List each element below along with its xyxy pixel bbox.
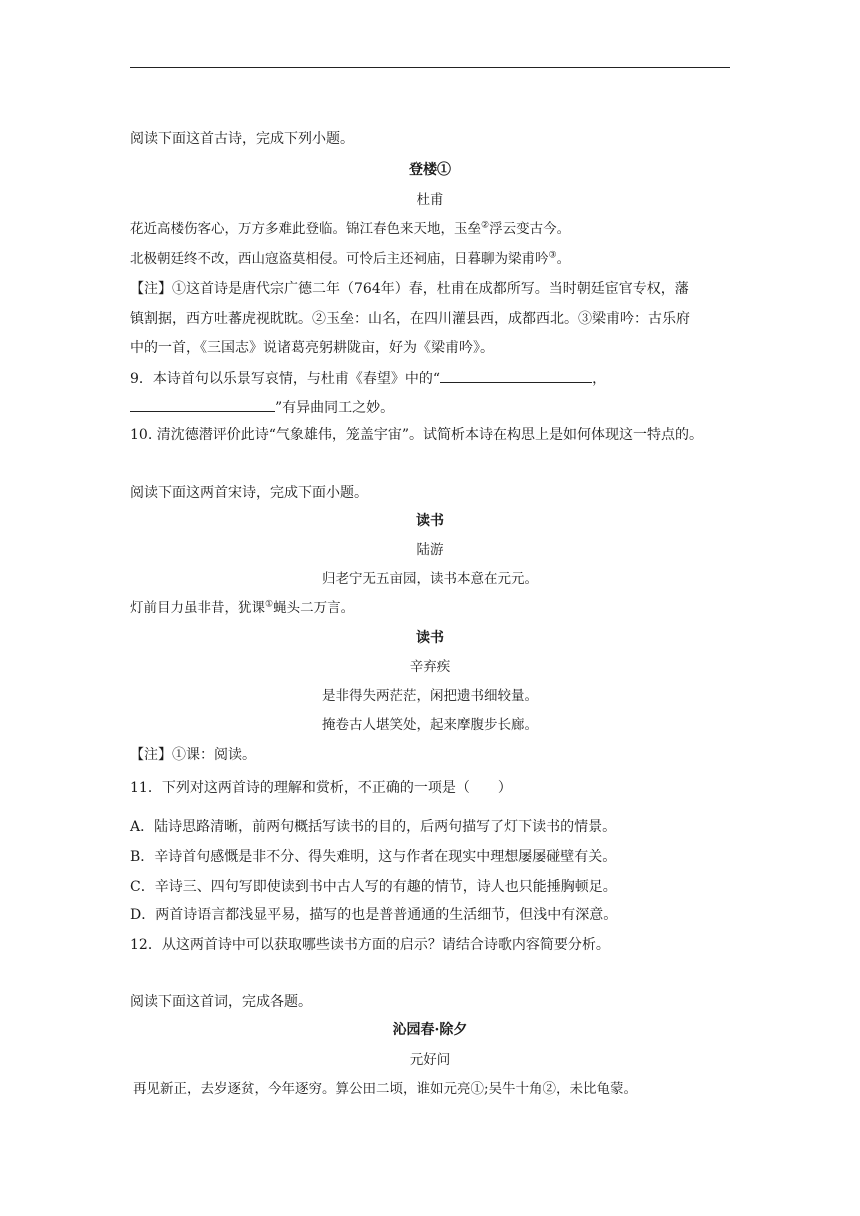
question-text: ”有异曲同工之妙。 xyxy=(275,400,395,416)
poem-text: 浮云变古今。 xyxy=(489,221,571,237)
question-10: 10. 清沈德潜评价此诗“气象雄伟，笼盖宇宙”。试简析本诗在构思上是如何体现这一特点的。 xyxy=(130,427,704,443)
poem-line xyxy=(130,220,730,238)
poem-author: 杜甫 xyxy=(416,192,444,208)
poem-title: 登楼① xyxy=(409,162,451,178)
poem-author: 陆游 xyxy=(416,542,444,558)
poem-text: 北极朝廷终不改，西山寇盗莫相侵。可怜后主还祠庙，日暮聊为梁甫吟 xyxy=(130,251,549,267)
poem-line: 是非得失两茫茫，闲把遗书细较量。 xyxy=(322,688,538,704)
header-rule xyxy=(130,67,730,68)
poem-text: 花近高楼伤客心，万方多难此登临。锦江春色来天地，玉垒 xyxy=(130,221,481,237)
poem-line: 再见新正，去岁逐贫，今年逐穷。算公田二顷，谁如元亮①;吴牛十角②，未比龟蒙。 xyxy=(133,1081,638,1097)
poem-author: 元好问 xyxy=(409,1052,451,1068)
answer-blank[interactable] xyxy=(130,397,275,412)
note-line: 镇割据，西方吐蕃虎视眈眈。②玉垒：山名，在四川灌县西，成都西北。③梁甫吟：古乐府 xyxy=(130,311,690,327)
section2-intro: 阅读下面这两首宋诗，完成下面小题。 xyxy=(130,485,368,501)
question-text: ， xyxy=(592,371,607,387)
poem-line xyxy=(130,599,730,617)
note-line: 【注】①这首诗是唐代宗广德二年（764年）春，杜甫在成都所写。当时朝廷宦官专权，藩 xyxy=(130,281,689,297)
option-a[interactable]: A．陆诗思路清晰，前两句概括写读书的目的，后两句描写了灯下读书的情景。 xyxy=(130,819,617,835)
question-11: 11．下列对这两首诗的理解和赏析，不正确的一项是（ ） xyxy=(130,780,512,796)
poem-line xyxy=(130,250,730,268)
option-c[interactable]: C．辛诗三、四句写即使读到书中古人写的有趣的情节，诗人也只能捶胸顿足。 xyxy=(130,879,617,895)
footnote-marker: ③ xyxy=(548,250,557,261)
poem-text: 蝇头二万言。 xyxy=(273,600,355,616)
poem-line: 归老宁无五亩园，读书本意在元元。 xyxy=(322,571,538,587)
poem-title: 读书 xyxy=(416,513,444,529)
question-9 xyxy=(130,368,730,388)
question-text: 9．本诗首句以乐景写哀情，与杜甫《春望》中的“ xyxy=(130,371,441,387)
poem-text: 灯前目力虽非昔，犹课 xyxy=(130,600,265,616)
poem-author: 辛弃疾 xyxy=(409,659,451,675)
answer-blank[interactable] xyxy=(440,368,592,383)
poem-text: 。 xyxy=(556,251,571,267)
poem-title: 沁园春·除夕 xyxy=(392,1022,468,1038)
option-d[interactable]: D．两首诗语言都浅显平易，描写的也是普普通通的生活细节，但浅中有深意。 xyxy=(130,907,618,923)
footnote-marker: ② xyxy=(481,220,490,231)
poem-line: 掩卷古人堪笑处，起来摩腹步长廊。 xyxy=(322,717,538,733)
section1-intro: 阅读下面这首古诗，完成下列小题。 xyxy=(130,131,354,147)
poem-title: 读书 xyxy=(416,630,444,646)
question-9-cont xyxy=(130,397,730,417)
note-line: 中的一首，《三国志》说诸葛亮躬耕陇亩，好为《梁甫吟》。 xyxy=(130,340,494,356)
section3-intro: 阅读下面这首词，完成各题。 xyxy=(130,994,312,1010)
option-b[interactable]: B．辛诗首句感慨是非不分、得失难明，这与作者在现实中理想屡屡碰壁有关。 xyxy=(130,849,617,865)
note-line: 【注】①课：阅读。 xyxy=(130,747,256,763)
footnote-marker: ① xyxy=(265,599,274,610)
question-12: 12．从这两首诗中可以获取哪些读书方面的启示？请结合诗歌内容简要分析。 xyxy=(130,937,610,953)
